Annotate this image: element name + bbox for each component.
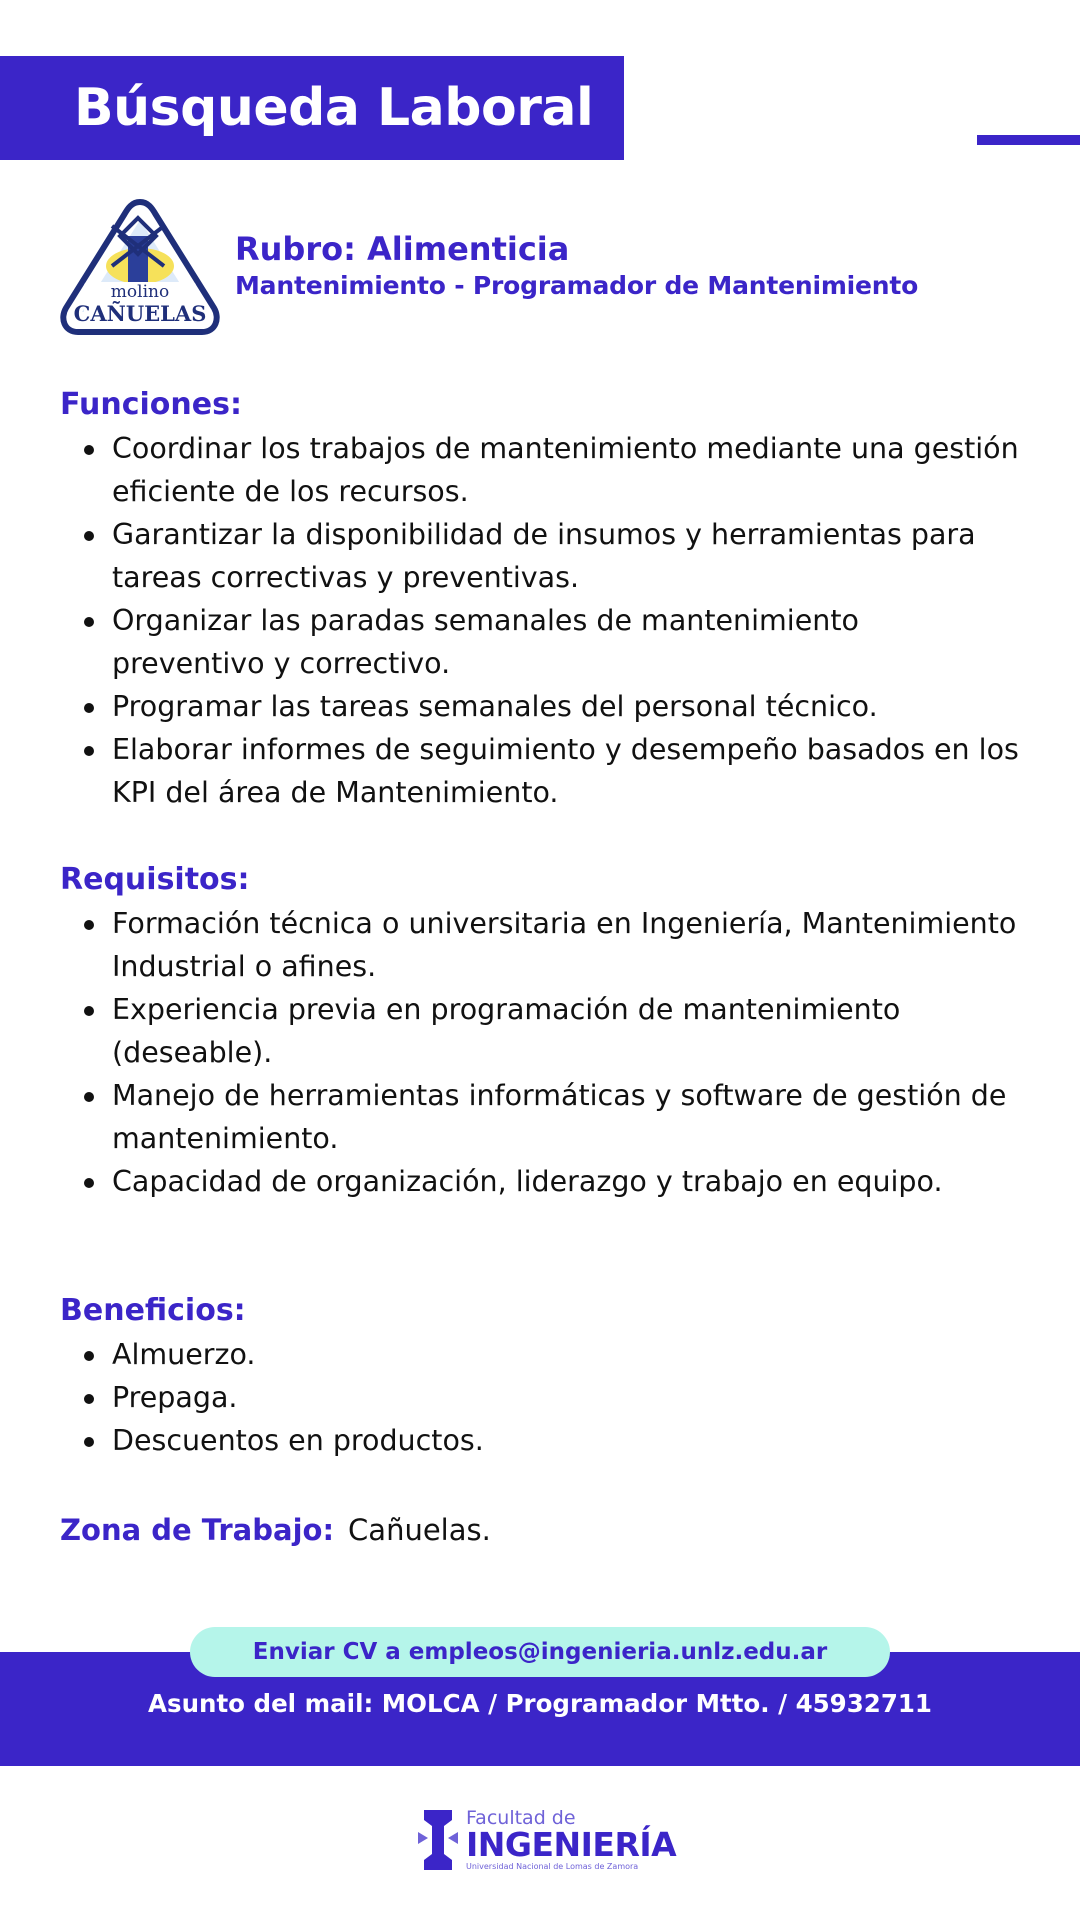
logo-text-canuelas: CAÑUELAS <box>73 301 207 326</box>
list-item: Organizar las paradas semanales de mantenimiento preventivo y correctivo. <box>60 599 1020 685</box>
list-item: Manejo de herramientas informáticas y software de gestión de mantenimiento. <box>60 1074 1020 1160</box>
funciones-title: Funciones: <box>60 387 242 422</box>
list-item: Prepaga. <box>60 1376 1020 1419</box>
list-item: Garantizar la disponibilidad de insumos y herramientas para tareas correctivas y preventivas. <box>60 513 1020 599</box>
ingenieria-emblem-icon <box>418 1808 458 1872</box>
list-item: Experiencia previa en programación de mantenimiento (deseable). <box>60 988 1020 1074</box>
funciones-section <box>60 383 1020 814</box>
header-banner <box>0 56 624 160</box>
list-item: Programar las tareas semanales del personal técnico. <box>60 685 1020 728</box>
facultad-line2: INGENIERÍA <box>466 1825 677 1864</box>
requisitos-title: Requisitos: <box>60 862 250 897</box>
facultad-ingenieria-logo <box>418 1808 676 1872</box>
facultad-line3: Universidad Nacional de Lomas de Zamora <box>466 1862 639 1871</box>
funciones-list <box>60 427 1020 814</box>
list-item: Coordinar los trabajos de mantenimiento mediante una gestión eficiente de los recursos. <box>60 427 1020 513</box>
list-item: Capacidad de organización, liderazgo y trabajo en equipo. <box>60 1160 1020 1203</box>
zona-label: Zona de Trabajo: <box>60 1513 335 1547</box>
page-title: Búsqueda Laboral <box>74 78 594 138</box>
list-item: Descuentos en productos. <box>60 1419 1020 1462</box>
email-subject-text: Asunto del mail: MOLCA / Programador Mtto. / 45932711 <box>148 1689 932 1718</box>
list-item: Almuerzo. <box>60 1333 1020 1376</box>
send-cv-email[interactable]: Enviar CV a empleos@ingenieria.unlz.edu.ar <box>190 1627 890 1677</box>
requisitos-list <box>60 902 1020 1203</box>
puesto-text: Mantenimiento - Programador de Mantenimiento <box>235 271 919 300</box>
molino-canuelas-logo <box>58 196 222 338</box>
company-heading <box>235 228 918 302</box>
beneficios-section <box>60 1289 1020 1462</box>
header-accent-line <box>977 135 1080 145</box>
list-item: Elaborar informes de seguimiento y desempeño basados en los KPI del área de Mantenimiento. <box>60 728 1020 814</box>
zona-value: Cañuelas. <box>348 1513 491 1547</box>
list-item: Formación técnica o universitaria en Ingeniería, Mantenimiento Industrial o afines. <box>60 902 1020 988</box>
beneficios-title: Beneficios: <box>60 1293 246 1328</box>
zona-de-trabajo <box>60 1508 491 1552</box>
beneficios-list <box>60 1333 1020 1462</box>
logo-text-molino: molino <box>110 282 170 302</box>
rubro-text: Rubro: Alimenticia <box>235 230 570 268</box>
requisitos-section <box>60 858 1020 1203</box>
facultad-line1: Facultad de <box>466 1807 576 1829</box>
